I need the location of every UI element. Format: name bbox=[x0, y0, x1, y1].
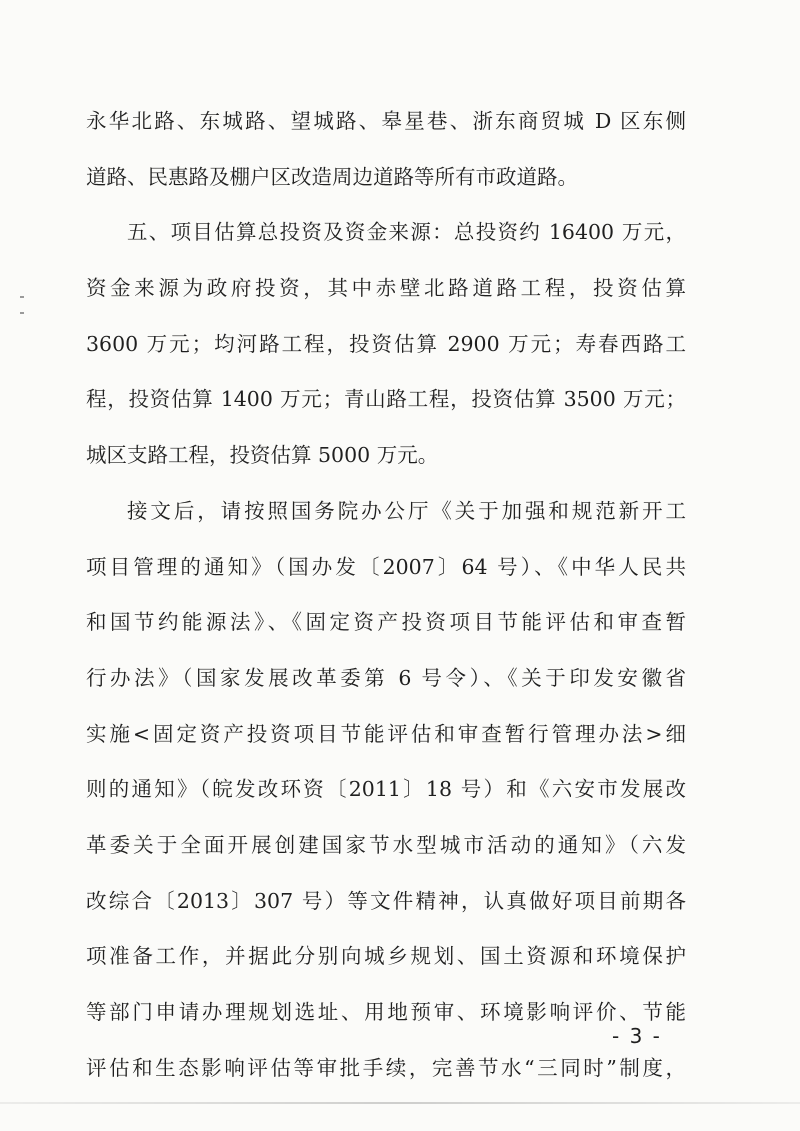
scan-mark bbox=[20, 312, 24, 314]
text-line: 项目管理的通知》（国办发〔2007〕64 号）、《中华人民共 bbox=[86, 554, 686, 579]
text-line: 等部门申请办理规划选址、用地预审、环境影响评价、节能 bbox=[86, 1000, 686, 1024]
text-line: 资金来源为政府投资，其中赤壁北路道路工程，投资估算 bbox=[86, 276, 686, 301]
text-line: 道路、民惠路及棚户区改造周边道路等所有市政道路。 bbox=[86, 164, 578, 189]
body-text bbox=[86, 100, 686, 1102]
text-line: 实施<固定资产投资项目节能评估和审查暂行管理办法>细 bbox=[86, 721, 686, 746]
text-line: 和国节约能源法》、《固定资产投资项目节能评估和审查暂 bbox=[86, 610, 686, 635]
text-line: 城区支路工程，投资估算 5000 万元。 bbox=[86, 443, 439, 468]
page-number: - 3 - bbox=[612, 1024, 662, 1048]
text-line: 评估和生态影响评估等审批手续，完善节水“三同时”制度， bbox=[86, 1055, 686, 1080]
scan-mark bbox=[20, 296, 24, 298]
text-line: 则的通知》（皖发改环资〔2011〕18 号）和《六安市发展改 bbox=[86, 777, 686, 802]
text-line: 革委关于全面开展创建国家节水型城市活动的通知》（六发 bbox=[86, 832, 686, 857]
text-line: 改综合〔2013〕307 号）等文件精神，认真做好项目前期各 bbox=[86, 888, 686, 913]
text-line: 程，投资估算 1400 万元；青山路工程，投资估算 3500 万元； bbox=[86, 387, 686, 412]
text-line: 3600 万元；均河路工程，投资估算 2900 万元；寿春西路工 bbox=[86, 331, 686, 356]
paragraph-start-line: 五、项目估算总投资及资金来源：总投资约 16400 万元， bbox=[127, 220, 686, 245]
text-line: 项准备工作，并据此分别向城乡规划、国土资源和环境保护 bbox=[86, 944, 686, 969]
text-line: 行办法》（国家发展改革委第 6 号令）、《关于印发安徽省 bbox=[86, 665, 686, 690]
paragraph-start-line: 接文后，请按照国务院办公厅《关于加强和规范新开工 bbox=[127, 498, 686, 523]
scan-edge-line bbox=[0, 1102, 800, 1104]
text-line: 永华北路、东城路、望城路、皋星巷、浙东商贸城 D 区东侧 bbox=[86, 109, 686, 133]
